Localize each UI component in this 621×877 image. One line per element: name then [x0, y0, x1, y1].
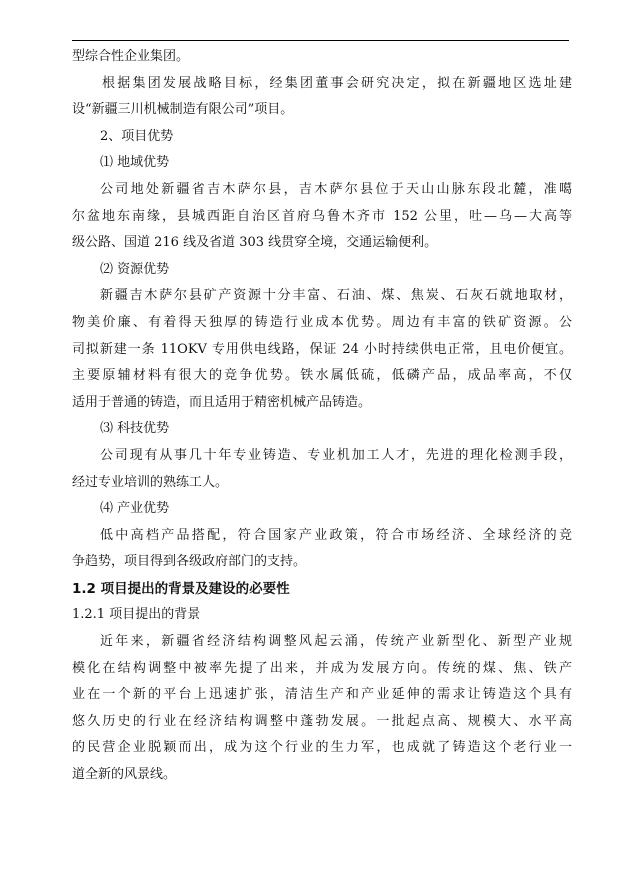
paragraph-first-line: 根据集团发展战略目标，经集团董事会研究决定，拟在新疆地区选址建 — [102, 75, 572, 91]
text-line: 模化在结构调整中被率先提了出来，并成为发展方向。传统的煤、焦、铁产 — [72, 660, 572, 676]
subsection-heading: ⑷ 产业优势 — [100, 501, 170, 517]
text-line: 经过专业培训的熟练工人。 — [72, 474, 229, 490]
text-line: 业在一个新的平台上迅速扩张，清洁生产和产业延伸的需求让铸造这个具有 — [72, 687, 572, 703]
text-line: 悠久历史的行业在经济结构调整中蓬勃发展。一批起点高、规模大、水平高 — [72, 713, 572, 729]
text-line: 的民营企业脱颖而出，成为这个行业的生力军，也成就了铸造这个老行业一 — [72, 740, 572, 756]
subsection-title: 1.2.1 项目提出的背景 — [72, 607, 201, 623]
header-rule — [72, 40, 569, 41]
section-heading: 2、项目优势 — [100, 128, 174, 144]
section-title: 1.2 项目提出的背景及建设的必要性 — [72, 580, 290, 597]
paragraph-first-line: 近年来，新疆省经济结构调整风起云涌，传统产业新型化、新型产业规 — [100, 634, 572, 650]
paragraph-first-line: 新疆吉木萨尔县矿产资源十分丰富、石油、煤、焦炭、石灰石就地取材， — [100, 288, 572, 304]
paragraph-first-line: 公司地处新疆省吉木萨尔县，吉木萨尔县位于天山山脉东段北麓，准噶 — [100, 181, 572, 197]
text-line: 尔盆地东南缘，县城西距自治区首府乌鲁木齐市 152 公里，吐—乌—大高等 — [72, 208, 572, 224]
body-text — [72, 44, 572, 789]
paragraph-first-line: 低中高档产品搭配，符合国家产业政策，符合市场经济、全球经济的竞 — [100, 527, 572, 543]
subsection-heading: ⑵ 资源优势 — [100, 261, 170, 277]
text-line: 级公路、国道 216 线及省道 303 线贯穿全境，交通运输便利。 — [72, 235, 438, 251]
text-line: 道全新的风景线。 — [72, 767, 177, 783]
text-line: 物美价廉、有着得天独厚的铸造行业成本优势。周边有丰富的铁矿资源。公 — [72, 314, 572, 330]
text-line: 争趋势，项目得到各级政府部门的支持。 — [72, 554, 307, 570]
text-line: 适用于普通的铸造，而且适用于精密机械产品铸造。 — [72, 394, 372, 410]
subsection-heading: ⑶ 科技优势 — [100, 421, 170, 437]
subsection-heading: ⑴ 地域优势 — [100, 155, 170, 171]
paragraph-first-line: 公司现有从事几十年专业铸造、专业机加工人才，先进的理化检测手段， — [100, 447, 572, 463]
text-line: 设“新疆三川机械制造有限公司”项目。 — [72, 102, 294, 118]
text-line: 司拟新建一条 11OKV 专用供电线路，保证 24 小时持续供电正常，且电价便宜。 — [72, 341, 572, 357]
text-line: 型综合性企业集团。 — [72, 49, 190, 64]
text-line: 主要原辅材料有很大的竞争优势。铁水属低硫，低磷产品，成品率高，不仅 — [72, 368, 572, 384]
